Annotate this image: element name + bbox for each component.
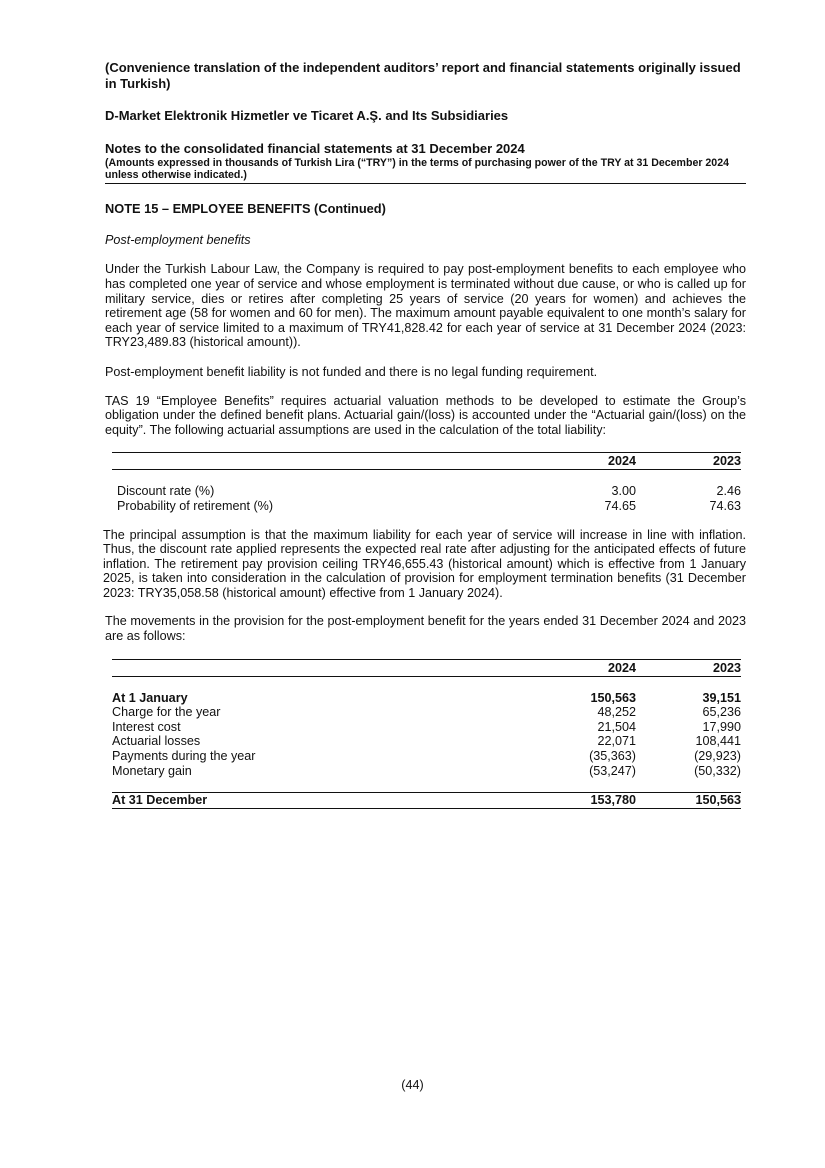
- table-row-total: [112, 793, 741, 809]
- page-number: (44): [401, 1078, 424, 1092]
- table-header-blank: [112, 659, 517, 676]
- table-row: [112, 734, 741, 749]
- row-label: Charge for the year: [112, 705, 221, 720]
- value-2024: 74.65: [604, 498, 636, 513]
- table-header-row: [112, 659, 741, 676]
- paragraph-funding: Post-employment benefit liability is not funded and there is no legal funding requirement.: [105, 364, 598, 379]
- amounts-note: (Amounts expressed in thousands of Turkish Lira (“TRY”) in the terms of purchasing power of the TRY at 31 December 2024 unless otherwise indicated.): [105, 157, 746, 184]
- row-label: Interest cost: [112, 719, 181, 734]
- translation-note: (Convenience translation of the independent auditors’ report and financial statements originally issued in Turkish): [105, 60, 741, 91]
- row-label: At 1 January: [112, 690, 188, 705]
- table-row: [112, 720, 741, 735]
- table-row-opening: [112, 691, 741, 706]
- table-row: [112, 749, 741, 764]
- total-2023: 150,563: [636, 793, 741, 809]
- row-label: Probability of retirement (%): [117, 498, 274, 513]
- value-2023: 74.63: [709, 498, 741, 513]
- paragraph-labour-law: Under the Turkish Labour Law, the Company is required to pay post-employment benefits to each employee who has completed one year of service and whose employment is terminated without due cause, or who is called up for military service, dies or retires after completing 25 years of service (20 years for women) and achieves the retirement age (58 for women and 60 for men). The maximum amount payable equivalent to one month’s salary for each year of service limited to a maximum of TRY41,828.42 for each year of service at 31 December 2024 (2023: TRY23,489.83 (historical amount)).: [105, 262, 746, 350]
- row-label: Discount rate (%): [117, 484, 215, 499]
- column-header-2023: 2023: [712, 660, 741, 675]
- row-label: Actuarial losses: [112, 734, 201, 749]
- total-2024: 153,780: [517, 793, 636, 809]
- value-2023: 17,990: [702, 719, 741, 734]
- notes-title: Notes to the consolidated financial statements at 31 December 2024: [105, 140, 525, 156]
- value-2023: (50,332): [694, 763, 741, 778]
- value-2024: 150,563: [590, 690, 636, 705]
- company-name: D-Market Elektronik Hizmetler ve Ticaret A.Ş. and Its Subsidiaries: [105, 108, 509, 123]
- value-2023: 108,441: [695, 734, 741, 749]
- provision-movements-table: [112, 659, 741, 809]
- actuarial-assumptions-table: [112, 452, 741, 513]
- note-title: NOTE 15 – EMPLOYEE BENEFITS (Continued): [105, 201, 386, 217]
- table-row: [112, 484, 741, 499]
- column-header-2024: 2024: [607, 660, 636, 675]
- row-label: Payments during the year: [112, 749, 256, 764]
- value-2024: 3.00: [611, 484, 636, 499]
- column-header-2024: 2024: [607, 454, 636, 469]
- total-label: At 31 December: [112, 793, 517, 809]
- value-2024: (35,363): [589, 749, 636, 764]
- section-subtitle: Post-employment benefits: [105, 232, 251, 247]
- value-2024: 48,252: [597, 705, 636, 720]
- table-header-row: [112, 453, 741, 470]
- value-2023: 65,236: [702, 705, 741, 720]
- paragraph-principal-assumption: The principal assumption is that the maximum liability for each year of service will increase in line with inflation. Thus, the discount rate applied represents the expected real rate after adjusting for the anticipated effects of future inflation. The retirement pay provision ceiling TRY46,655.43 (historical amount) which is effective from 1 January 2025, is taken into consideration in the calculation of provision for employment termination benefits (31 December 2023: TRY35,058.58 (historical amount) effective from 1 January 2024).: [103, 527, 746, 600]
- document-page: [105, 60, 746, 809]
- paragraph-movements: The movements in the provision for the post-employment benefit for the years ended 31 December 2024 and 2023 are as follows:: [105, 614, 746, 644]
- value-2024: 21,504: [597, 719, 636, 734]
- value-2023: 2.46: [716, 484, 741, 499]
- table-row: [112, 764, 741, 779]
- row-label: Monetary gain: [112, 763, 192, 778]
- table-row: [112, 705, 741, 720]
- paragraph-tas19: TAS 19 “Employee Benefits” requires actuarial valuation methods to be developed to estimate the Group’s obligation under the defined benefit plans. Actuarial gain/(loss) is accounted under the “Actuarial gain/(loss) on the equity”. The following actuarial assumptions are used in the calculation of the total liability:: [105, 393, 746, 437]
- table-row: [112, 499, 741, 514]
- value-2024: 22,071: [597, 734, 636, 749]
- value-2023: 39,151: [702, 690, 741, 705]
- table-header-blank: [112, 453, 517, 470]
- column-header-2023: 2023: [712, 454, 741, 469]
- value-2024: (53,247): [589, 763, 636, 778]
- value-2023: (29,923): [694, 749, 741, 764]
